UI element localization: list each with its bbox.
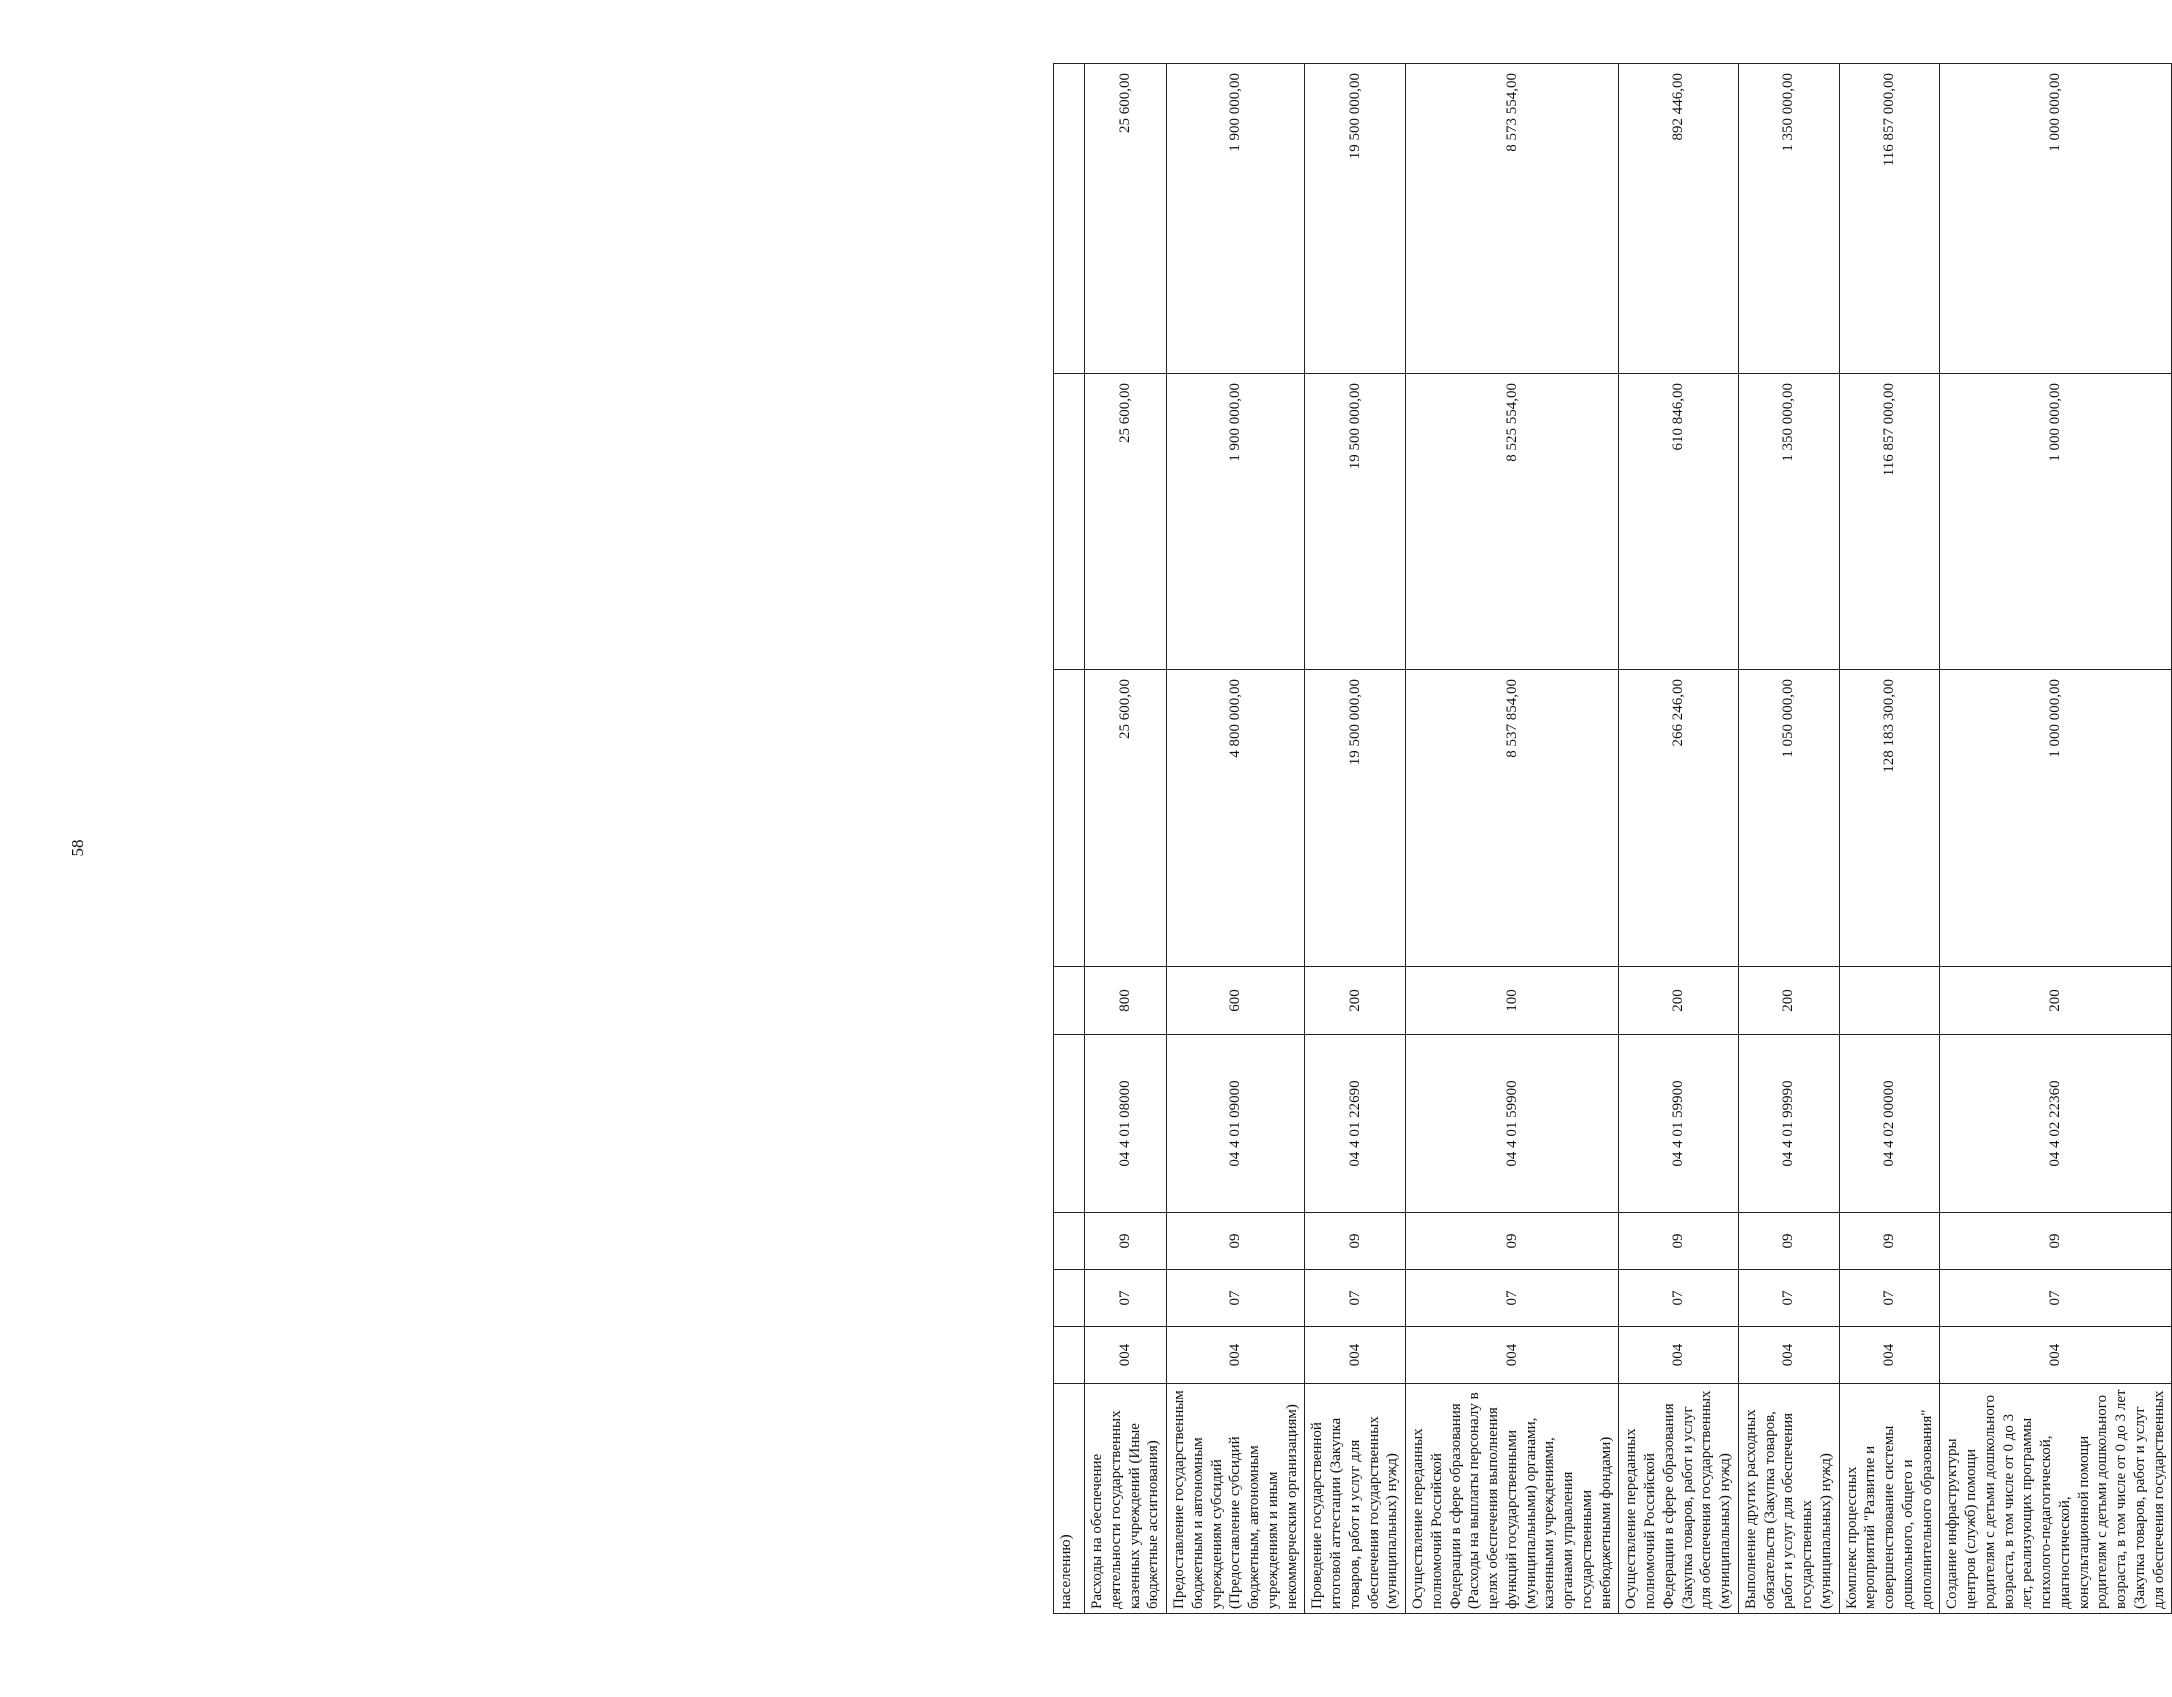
cell-name: Расходы на обеспечение деятельности государственных казенных учреждений (Иные бюджетные ассигнования) bbox=[1085, 1384, 1167, 1614]
table-row bbox=[1305, 64, 1406, 1614]
cell-v2: 8 525 554,00 bbox=[1406, 374, 1619, 670]
cell-rz: 07 bbox=[1619, 1270, 1739, 1327]
cell-gov: 004 bbox=[1738, 1327, 1839, 1384]
cell-pr: 09 bbox=[1940, 1213, 2172, 1270]
cell-v3: 1 350 000,00 bbox=[1738, 64, 1839, 374]
cell-csr: 04 4 01 08000 bbox=[1085, 1035, 1167, 1213]
cell-name: Создание инфраструктуры центров (служб) помощи родителям с детьми дошкольного возраста, в том числе от 0 до 3 лет, реализующих программы психолого-педагогической, диагностической, консультационной помощи родителям с детьми дошкольного возраста, в том числе от 0 до 3 лет (Закупка товаров, работ и услуг для обеспечения государственных bbox=[1940, 1384, 2172, 1614]
cell-v2: 610 846,00 bbox=[1619, 374, 1739, 670]
cell-v1 bbox=[1054, 670, 1085, 967]
cell-rz: 07 bbox=[1839, 1270, 1940, 1327]
cell-name: Выполнение других расходных обязательств (Закупка товаров, работ и услуг для обеспечения государственных (муниципальных) нужд) bbox=[1738, 1384, 1839, 1614]
cell-vr: 100 bbox=[1406, 967, 1619, 1035]
table-row bbox=[1054, 64, 1085, 1614]
cell-v2: 1 900 000,00 bbox=[1167, 374, 1305, 670]
cell-rz: 07 bbox=[1167, 1270, 1305, 1327]
cell-gov: 004 bbox=[1839, 1327, 1940, 1384]
cell-gov bbox=[1054, 1327, 1085, 1384]
cell-v1: 1 000 000,00 bbox=[1940, 670, 2172, 967]
cell-v1: 25 600,00 bbox=[1085, 670, 1167, 967]
cell-pr: 09 bbox=[1406, 1213, 1619, 1270]
cell-name: Осуществление переданных полномочий Российской Федерации в сфере образования (Расходы на выплаты персоналу в целях обеспечения выполнения функций государственными (муниципальными) органами, казенными учреждениями, органами управления государственными внебюджетными фондами) bbox=[1406, 1384, 1619, 1614]
cell-vr: 200 bbox=[1738, 967, 1839, 1035]
cell-v2: 19 500 000,00 bbox=[1305, 374, 1406, 670]
cell-csr: 04 4 01 59900 bbox=[1406, 1035, 1619, 1213]
cell-v2: 116 857 000,00 bbox=[1839, 374, 1940, 670]
cell-name: Осуществление переданных полномочий Российской Федерации в сфере образования (Закупка товаров, работ и услуг для обеспечения государственных (муниципальных) нужд) bbox=[1619, 1384, 1739, 1614]
table-row bbox=[1738, 64, 1839, 1614]
page-number: 58 bbox=[68, 839, 87, 857]
cell-vr: 800 bbox=[1085, 967, 1167, 1035]
table-row bbox=[1406, 64, 1619, 1614]
cell-v2 bbox=[1054, 374, 1085, 670]
cell-rz: 07 bbox=[1085, 1270, 1167, 1327]
cell-rz: 07 bbox=[1738, 1270, 1839, 1327]
cell-pr bbox=[1054, 1213, 1085, 1270]
cell-v1: 8 537 854,00 bbox=[1406, 670, 1619, 967]
cell-gov: 004 bbox=[1085, 1327, 1167, 1384]
cell-rz bbox=[1054, 1270, 1085, 1327]
cell-rz: 07 bbox=[1305, 1270, 1406, 1327]
cell-v3: 892 446,00 bbox=[1619, 64, 1739, 374]
cell-csr bbox=[1054, 1035, 1085, 1213]
cell-v1: 266 246,00 bbox=[1619, 670, 1739, 967]
cell-csr: 04 4 01 09000 bbox=[1167, 1035, 1305, 1213]
cell-v3: 8 573 554,00 bbox=[1406, 64, 1619, 374]
cell-gov: 004 bbox=[1406, 1327, 1619, 1384]
cell-name: Проведение государственной итоговой аттестации (Закупка товаров, работ и услуг для обеспечения государственных (муниципальных) нужд) bbox=[1305, 1384, 1406, 1614]
cell-v3: 1 000 000,00 bbox=[1940, 64, 2172, 374]
cell-vr: 600 bbox=[1167, 967, 1305, 1035]
table-row bbox=[1839, 64, 1940, 1614]
cell-vr bbox=[1054, 967, 1085, 1035]
cell-vr: 200 bbox=[1619, 967, 1739, 1035]
table-body bbox=[1054, 64, 2172, 1614]
cell-vr: 200 bbox=[1940, 967, 2172, 1035]
cell-csr: 04 4 01 22690 bbox=[1305, 1035, 1406, 1213]
cell-vr bbox=[1839, 967, 1940, 1035]
cell-v3: 25 600,00 bbox=[1085, 64, 1167, 374]
cell-gov: 004 bbox=[1619, 1327, 1739, 1384]
cell-v2: 1 350 000,00 bbox=[1738, 374, 1839, 670]
cell-csr: 04 4 02 00000 bbox=[1839, 1035, 1940, 1213]
cell-vr: 200 bbox=[1305, 967, 1406, 1035]
cell-v1: 19 500 000,00 bbox=[1305, 670, 1406, 967]
cell-pr: 09 bbox=[1305, 1213, 1406, 1270]
cell-pr: 09 bbox=[1167, 1213, 1305, 1270]
cell-gov: 004 bbox=[1305, 1327, 1406, 1384]
cell-v3: 19 500 000,00 bbox=[1305, 64, 1406, 374]
cell-v2: 25 600,00 bbox=[1085, 374, 1167, 670]
cell-csr: 04 4 01 99990 bbox=[1738, 1035, 1839, 1213]
cell-name: Комплекс процессных мероприятий "Развитие и совершенствование системы дошкольного, общего и дополнительного образования" bbox=[1839, 1384, 1940, 1614]
cell-rz: 07 bbox=[1940, 1270, 2172, 1327]
table-row bbox=[1940, 64, 2172, 1614]
cell-v2: 1 000 000,00 bbox=[1940, 374, 2172, 670]
rotated-page-content bbox=[1053, 64, 2167, 1614]
cell-gov: 004 bbox=[1940, 1327, 2172, 1384]
cell-pr: 09 bbox=[1085, 1213, 1167, 1270]
cell-v3: 1 900 000,00 bbox=[1167, 64, 1305, 374]
cell-v1: 1 050 000,00 bbox=[1738, 670, 1839, 967]
cell-v3: 116 857 000,00 bbox=[1839, 64, 1940, 374]
cell-name: Предоставление государственным бюджетным и автономным учреждениям субсидий (Предоставление субсидий бюджетным, автономным учреждениям и иным некоммерческим организациям) bbox=[1167, 1384, 1305, 1614]
cell-csr: 04 4 01 59900 bbox=[1619, 1035, 1739, 1213]
budget-table bbox=[1053, 63, 2172, 1614]
cell-pr: 09 bbox=[1839, 1213, 1940, 1270]
cell-v3 bbox=[1054, 64, 1085, 374]
cell-v1: 4 800 000,00 bbox=[1167, 670, 1305, 967]
table-row bbox=[1085, 64, 1167, 1614]
table-row bbox=[1619, 64, 1739, 1614]
cell-v1: 128 183 300,00 bbox=[1839, 670, 1940, 967]
cell-gov: 004 bbox=[1167, 1327, 1305, 1384]
cell-csr: 04 4 02 22360 bbox=[1940, 1035, 2172, 1213]
table-row bbox=[1167, 64, 1305, 1614]
cell-rz: 07 bbox=[1406, 1270, 1619, 1327]
cell-pr: 09 bbox=[1619, 1213, 1739, 1270]
cell-pr: 09 bbox=[1738, 1213, 1839, 1270]
cell-name: населению) bbox=[1054, 1384, 1085, 1614]
